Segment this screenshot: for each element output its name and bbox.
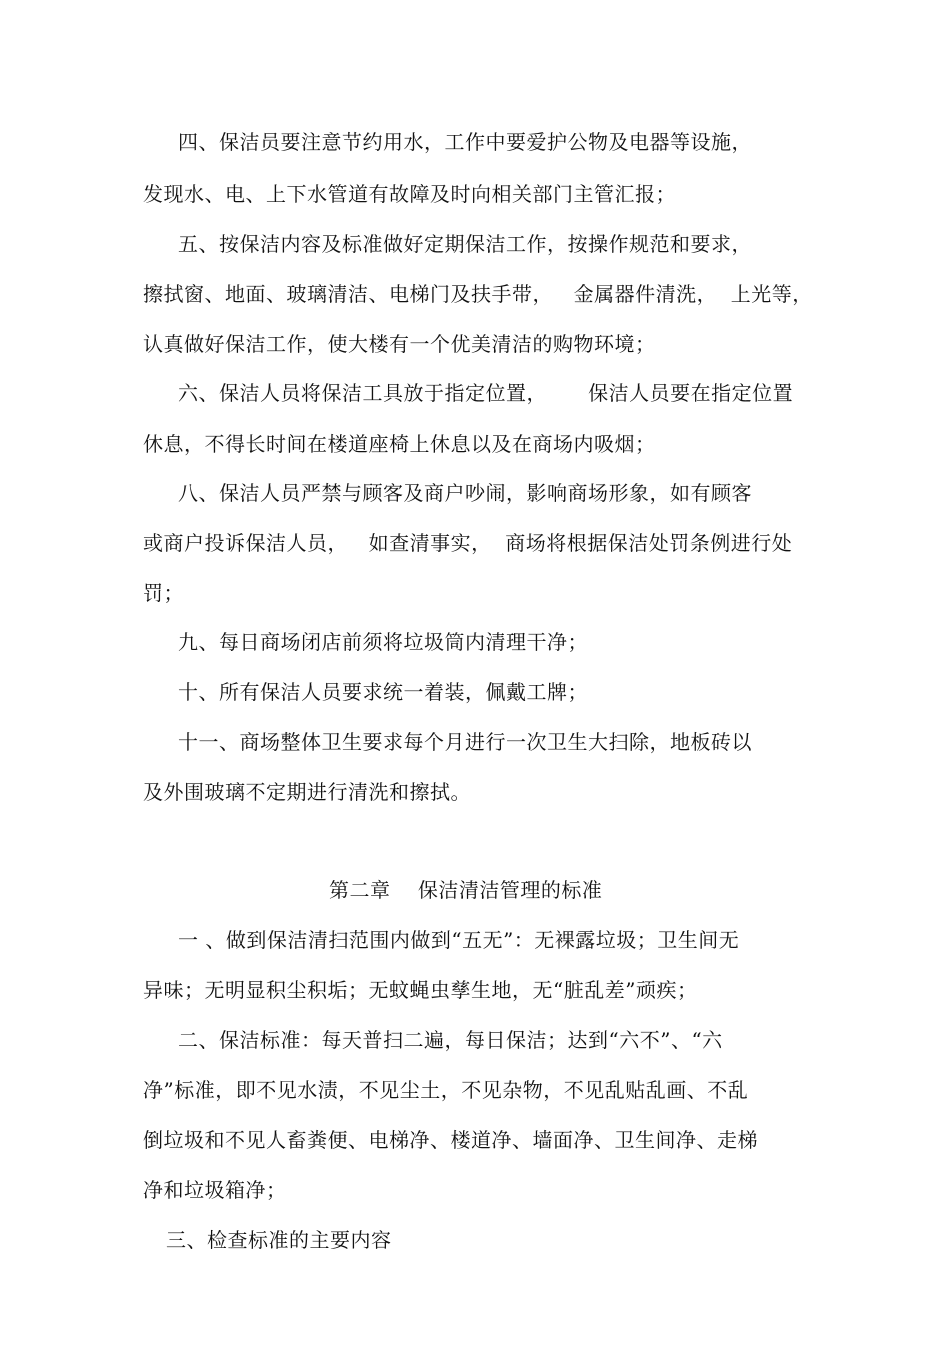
chapter-item-2-line-4: 净和垃圾箱净； <box>143 1178 287 1202</box>
paragraph-5-line-1: 五、按保洁内容及标准做好定期保洁工作，按操作规范和要求， <box>178 232 752 256</box>
paragraph-8-line-3: 罚； <box>143 581 184 605</box>
paragraph-6-line-2: 休息，不得长时间在楼道座椅上休息以及在商场内吸烟； <box>143 432 656 456</box>
chapter-item-2-line-2: 净”标准，即不见水渍，不见尘土，不见杂物，不见乱贴乱画、不乱 <box>143 1078 749 1102</box>
paragraph-8-line-1: 八、保洁人员严禁与顾客及商户吵闹，影响商场形象，如有顾客 <box>178 481 752 505</box>
chapter-heading: 第二章 保洁清洁管理的标准 <box>329 878 603 902</box>
paragraph-10: 十、所有保洁人员要求统一着装，佩戴工牌； <box>178 680 588 704</box>
chapter-item-1-line-1: 一 、做到保洁清扫范围内做到“五无”：无裸露垃圾；卫生间无 <box>178 928 740 952</box>
paragraph-11-line-1: 十一、商场整体卫生要求每个月进行一次卫生大扫除，地板砖以 <box>178 730 752 754</box>
paragraph-11-line-2: 及外围玻璃不定期进行清洗和擦拭。 <box>143 780 471 804</box>
paragraph-5-line-2: 擦拭窗、地面、玻璃清洁、电梯门及扶手带， 金属器件清洗， 上光等， <box>143 282 813 306</box>
paragraph-5-line-3: 认真做好保洁工作，使大楼有一个优美清洁的购物环境； <box>143 332 656 356</box>
chapter-item-2-line-3: 倒垃圾和不见人畜粪便、电梯净、楼道净、墙面净、卫生间净、走梯 <box>143 1128 758 1152</box>
paragraph-8-line-2: 或商户投诉保洁人员， 如查清事实， 商场将根据保洁处罚条例进行处 <box>143 531 793 555</box>
chapter-item-1-line-2: 异味；无明显积尘积垢；无蚊蝇虫孳生地，无“脏乱差”顽疾； <box>143 978 698 1002</box>
paragraph-9: 九、每日商场闭店前须将垃圾筒内清理干净； <box>178 630 588 654</box>
paragraph-6-line-1: 六、保洁人员将保洁工具放于指定位置， 保洁人员要在指定位置 <box>178 381 794 405</box>
chapter-item-3: 三、检查标准的主要内容 <box>166 1228 392 1252</box>
chapter-item-2-line-1: 二、保洁标准：每天普扫二遍，每日保洁；达到“六不”、“六 <box>178 1028 723 1052</box>
paragraph-4-line-2: 发现水、电、上下水管道有故障及时向相关部门主管汇报； <box>143 182 676 206</box>
paragraph-4-line-1: 四、保洁员要注意节约用水，工作中要爱护公物及电器等设施， <box>178 130 752 154</box>
